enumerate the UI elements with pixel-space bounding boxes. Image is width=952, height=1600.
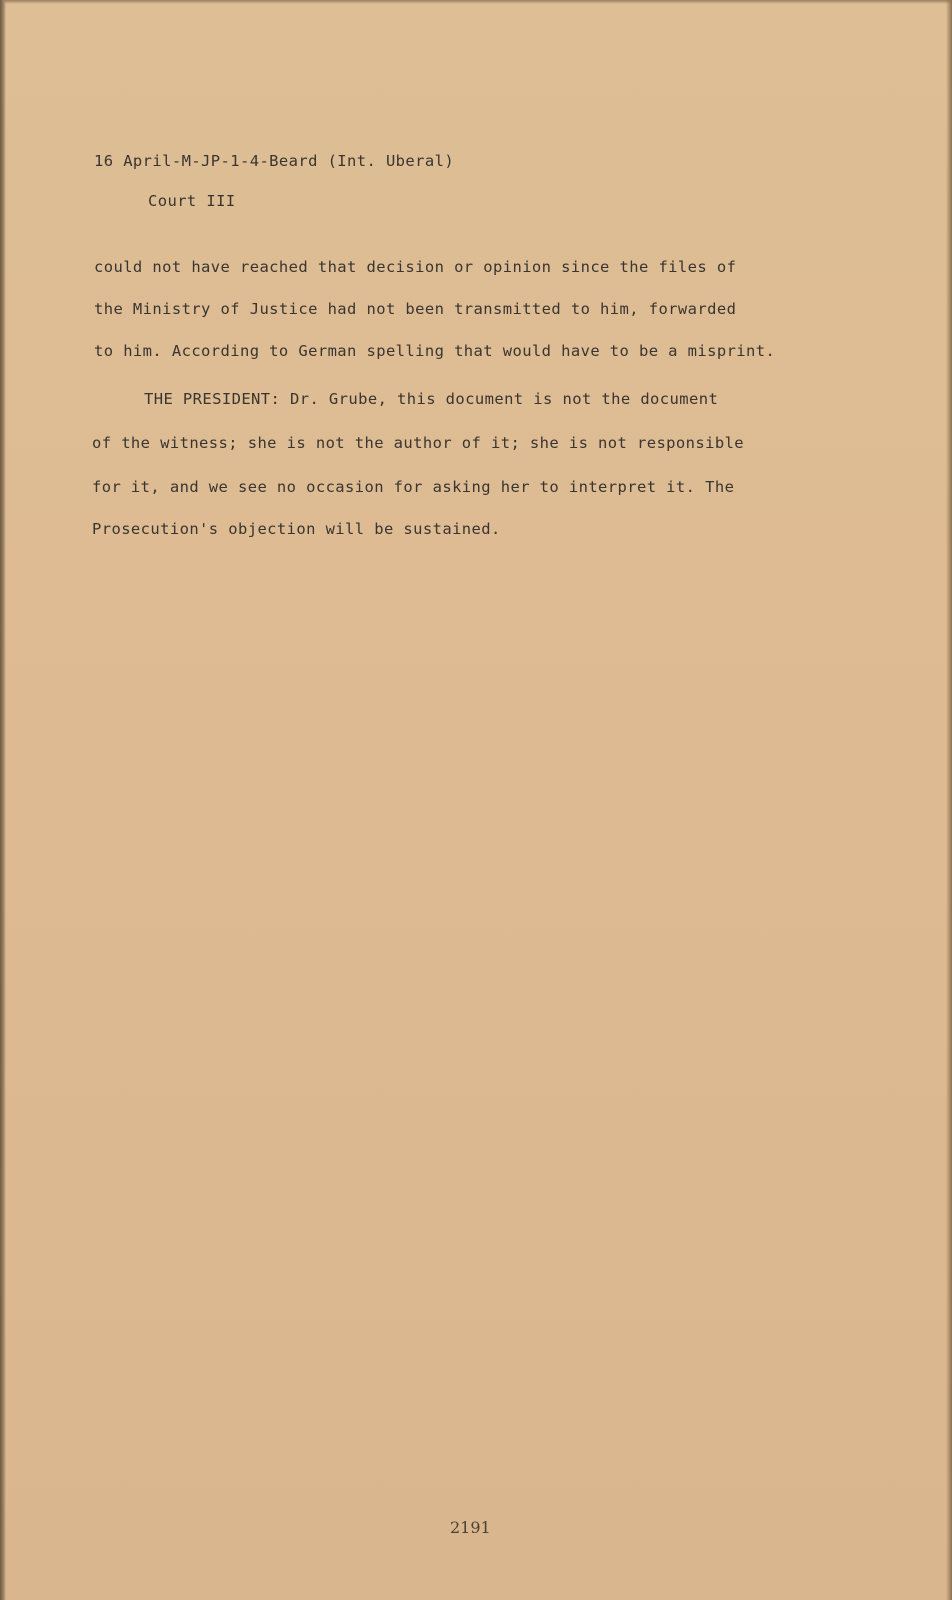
transcript-line: the Ministry of Justice had not been transmitted to him, forwarded [94,300,737,318]
transcript-line: of the witness; she is not the author of it; she is not responsible [92,434,745,452]
page-number: 2191 [450,1518,491,1537]
transcript-line: Prosecution's objection will be sustained. [92,520,501,538]
transcript-line: THE PRESIDENT: Dr. Grube, this document is not the document [144,390,719,408]
page-right-edge [946,0,952,1600]
court-label: Court III [148,192,236,210]
transcript-line: for it, and we see no occasion for asking her to interpret it. The [92,478,735,496]
transcript-line: could not have reached that decision or opinion since the files of [94,258,737,276]
page-top-edge [0,0,952,4]
transcript-line: to him. According to German spelling that would have to be a misprint. [94,342,776,360]
page-left-edge [0,0,6,1600]
document-header: 16 April-M-JP-1-4-Beard (Int. Uberal) [94,152,455,170]
